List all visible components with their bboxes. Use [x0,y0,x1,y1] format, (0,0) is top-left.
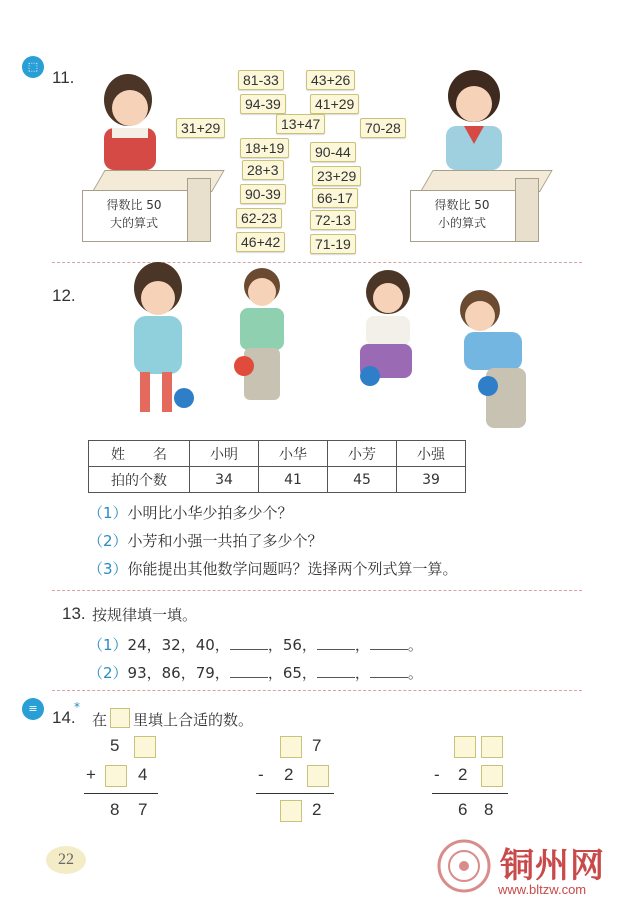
p2-answer-box[interactable] [280,800,302,822]
equation-card[interactable]: 72-13 [310,210,356,230]
question-index: （2） [88,532,128,550]
table-row [89,441,466,467]
child-illustration-xiaofang [348,266,432,420]
p3-answer-box[interactable] [481,736,503,758]
ballot-box-left [82,170,220,240]
equation-card[interactable]: 13+47 [276,114,325,134]
q13-number: 13. [62,604,86,623]
p2-answer-box[interactable] [280,736,302,758]
q12-number: 12. [52,286,76,305]
question-text: 小明比小华少拍多少个？ [127,504,293,522]
sequence-end: 。 [407,664,423,682]
p1-answer-box[interactable] [105,765,127,787]
table-header-cell: 小芳 [328,441,397,467]
child-illustration-xiaohua [230,262,294,408]
box-right-line2: 小的算式 [437,216,486,230]
p3-sum-line [432,793,508,794]
equation-card[interactable]: 66-17 [312,188,358,208]
sequence-middle: ，56， [267,636,317,654]
p1-mid-digit: 4 [138,765,148,784]
table-cell: 拍的个数 [89,467,190,493]
watermark-url: www.bltzw.com [498,882,587,897]
p3-mid-digit: 2 [458,765,468,784]
watermark-seal-icon [436,838,492,894]
child-illustration-xiaoming [118,258,196,424]
p2-top-digit: 7 [312,736,322,755]
exercise-icon: ⬚ [22,56,44,78]
equation-card[interactable]: 46+42 [236,232,285,252]
box-right-line1: 得数比 50 [434,198,490,212]
sequence-start: 24，32，40， [127,636,230,654]
answer-blank[interactable] [370,663,408,678]
sequence-middle: ，65， [267,664,317,682]
page-number: 22 [58,851,74,868]
boy-illustration-left [86,70,176,175]
table-row [89,467,466,493]
sequence-end: 。 [407,636,423,654]
equation-card[interactable]: 18+19 [240,138,289,158]
question-index: （3） [88,560,128,578]
p3-result-digit: 8 [484,800,494,819]
q12-question-1 [88,502,293,523]
sequence-sep: ， [354,664,370,682]
equation-card[interactable]: 71-19 [310,234,356,254]
answer-blank[interactable] [230,635,268,650]
equation-card[interactable]: 31+29 [176,118,225,138]
section-divider [52,690,582,691]
table-header-cell: 小明 [190,441,259,467]
table-cell: 45 [328,467,397,493]
table-header-cell: 小华 [259,441,328,467]
equation-card[interactable]: 70-28 [360,118,406,138]
p1-sum-line [84,793,158,794]
p3-result-digit: 6 [458,800,468,819]
question-index: （1） [88,504,128,522]
question-text: 小芳和小强一共拍了多少个？ [127,532,323,550]
answer-blank[interactable] [230,663,268,678]
line-index: （2） [88,664,128,682]
q14-instruction [92,708,253,730]
table-header-cell: 小强 [397,441,466,467]
q13-title: 按规律填一填。 [92,606,198,624]
p2-result-digit: 2 [312,800,322,819]
q12-question-3 [88,558,458,579]
p1-result-digit: 7 [138,800,148,819]
document-icon: ≡ [22,698,44,720]
example-box [110,708,130,728]
instruction-suffix: 里填上合适的数。 [133,711,254,729]
sequence-start: 93，86，79， [127,664,230,682]
q11-number: 11. [52,68,75,87]
question-text: 你能提出其他数学问题吗？选择两个列式算一算。 [127,560,458,578]
box-left-line1: 得数比 50 [106,198,162,212]
p1-top-digit: 5 [110,736,120,755]
answer-blank[interactable] [317,635,355,650]
p3-answer-box[interactable] [454,736,476,758]
answer-blank[interactable] [370,635,408,650]
equation-card[interactable]: 94-39 [240,94,286,114]
scores-table [88,440,466,493]
q14-number: 14. [52,708,76,727]
challenge-star: * [74,700,80,714]
equation-card[interactable]: 28+3 [242,160,284,180]
p1-operator: + [86,765,96,784]
p1-result-digit: 8 [110,800,120,819]
q12-question-2 [88,530,323,551]
equation-card[interactable]: 90-44 [310,142,356,162]
table-header-cell: 姓 名 [89,441,190,467]
equation-card[interactable]: 23+29 [312,166,361,186]
equation-card[interactable]: 43+26 [306,70,355,90]
p1-answer-box[interactable] [134,736,156,758]
p3-operator: - [434,765,440,784]
p2-operator: - [258,765,264,784]
sequence-sep: ， [354,636,370,654]
line-index: （1） [88,636,128,654]
child-illustration-xiaoqiang [446,282,558,438]
p2-sum-line [256,793,334,794]
answer-blank[interactable] [317,663,355,678]
equation-card[interactable]: 81-33 [238,70,284,90]
section-divider [52,590,582,591]
girl-illustration-right [428,66,518,176]
p3-answer-box[interactable] [481,765,503,787]
p2-answer-box[interactable] [307,765,329,787]
q13-line-1 [88,634,423,655]
equation-card[interactable]: 90-39 [240,184,286,204]
box-left-line2: 大的算式 [109,216,158,230]
q13-line-2 [88,662,423,683]
watermark-brand: 铜州网 [500,846,605,886]
table-cell: 41 [259,467,328,493]
instruction-prefix: 在 [92,711,108,729]
p2-mid-digit: 2 [284,765,294,784]
ballot-box-right [410,170,548,240]
equation-card[interactable]: 41+29 [310,94,359,114]
table-cell: 39 [397,467,466,493]
table-cell: 34 [190,467,259,493]
equation-card[interactable]: 62-23 [236,208,282,228]
